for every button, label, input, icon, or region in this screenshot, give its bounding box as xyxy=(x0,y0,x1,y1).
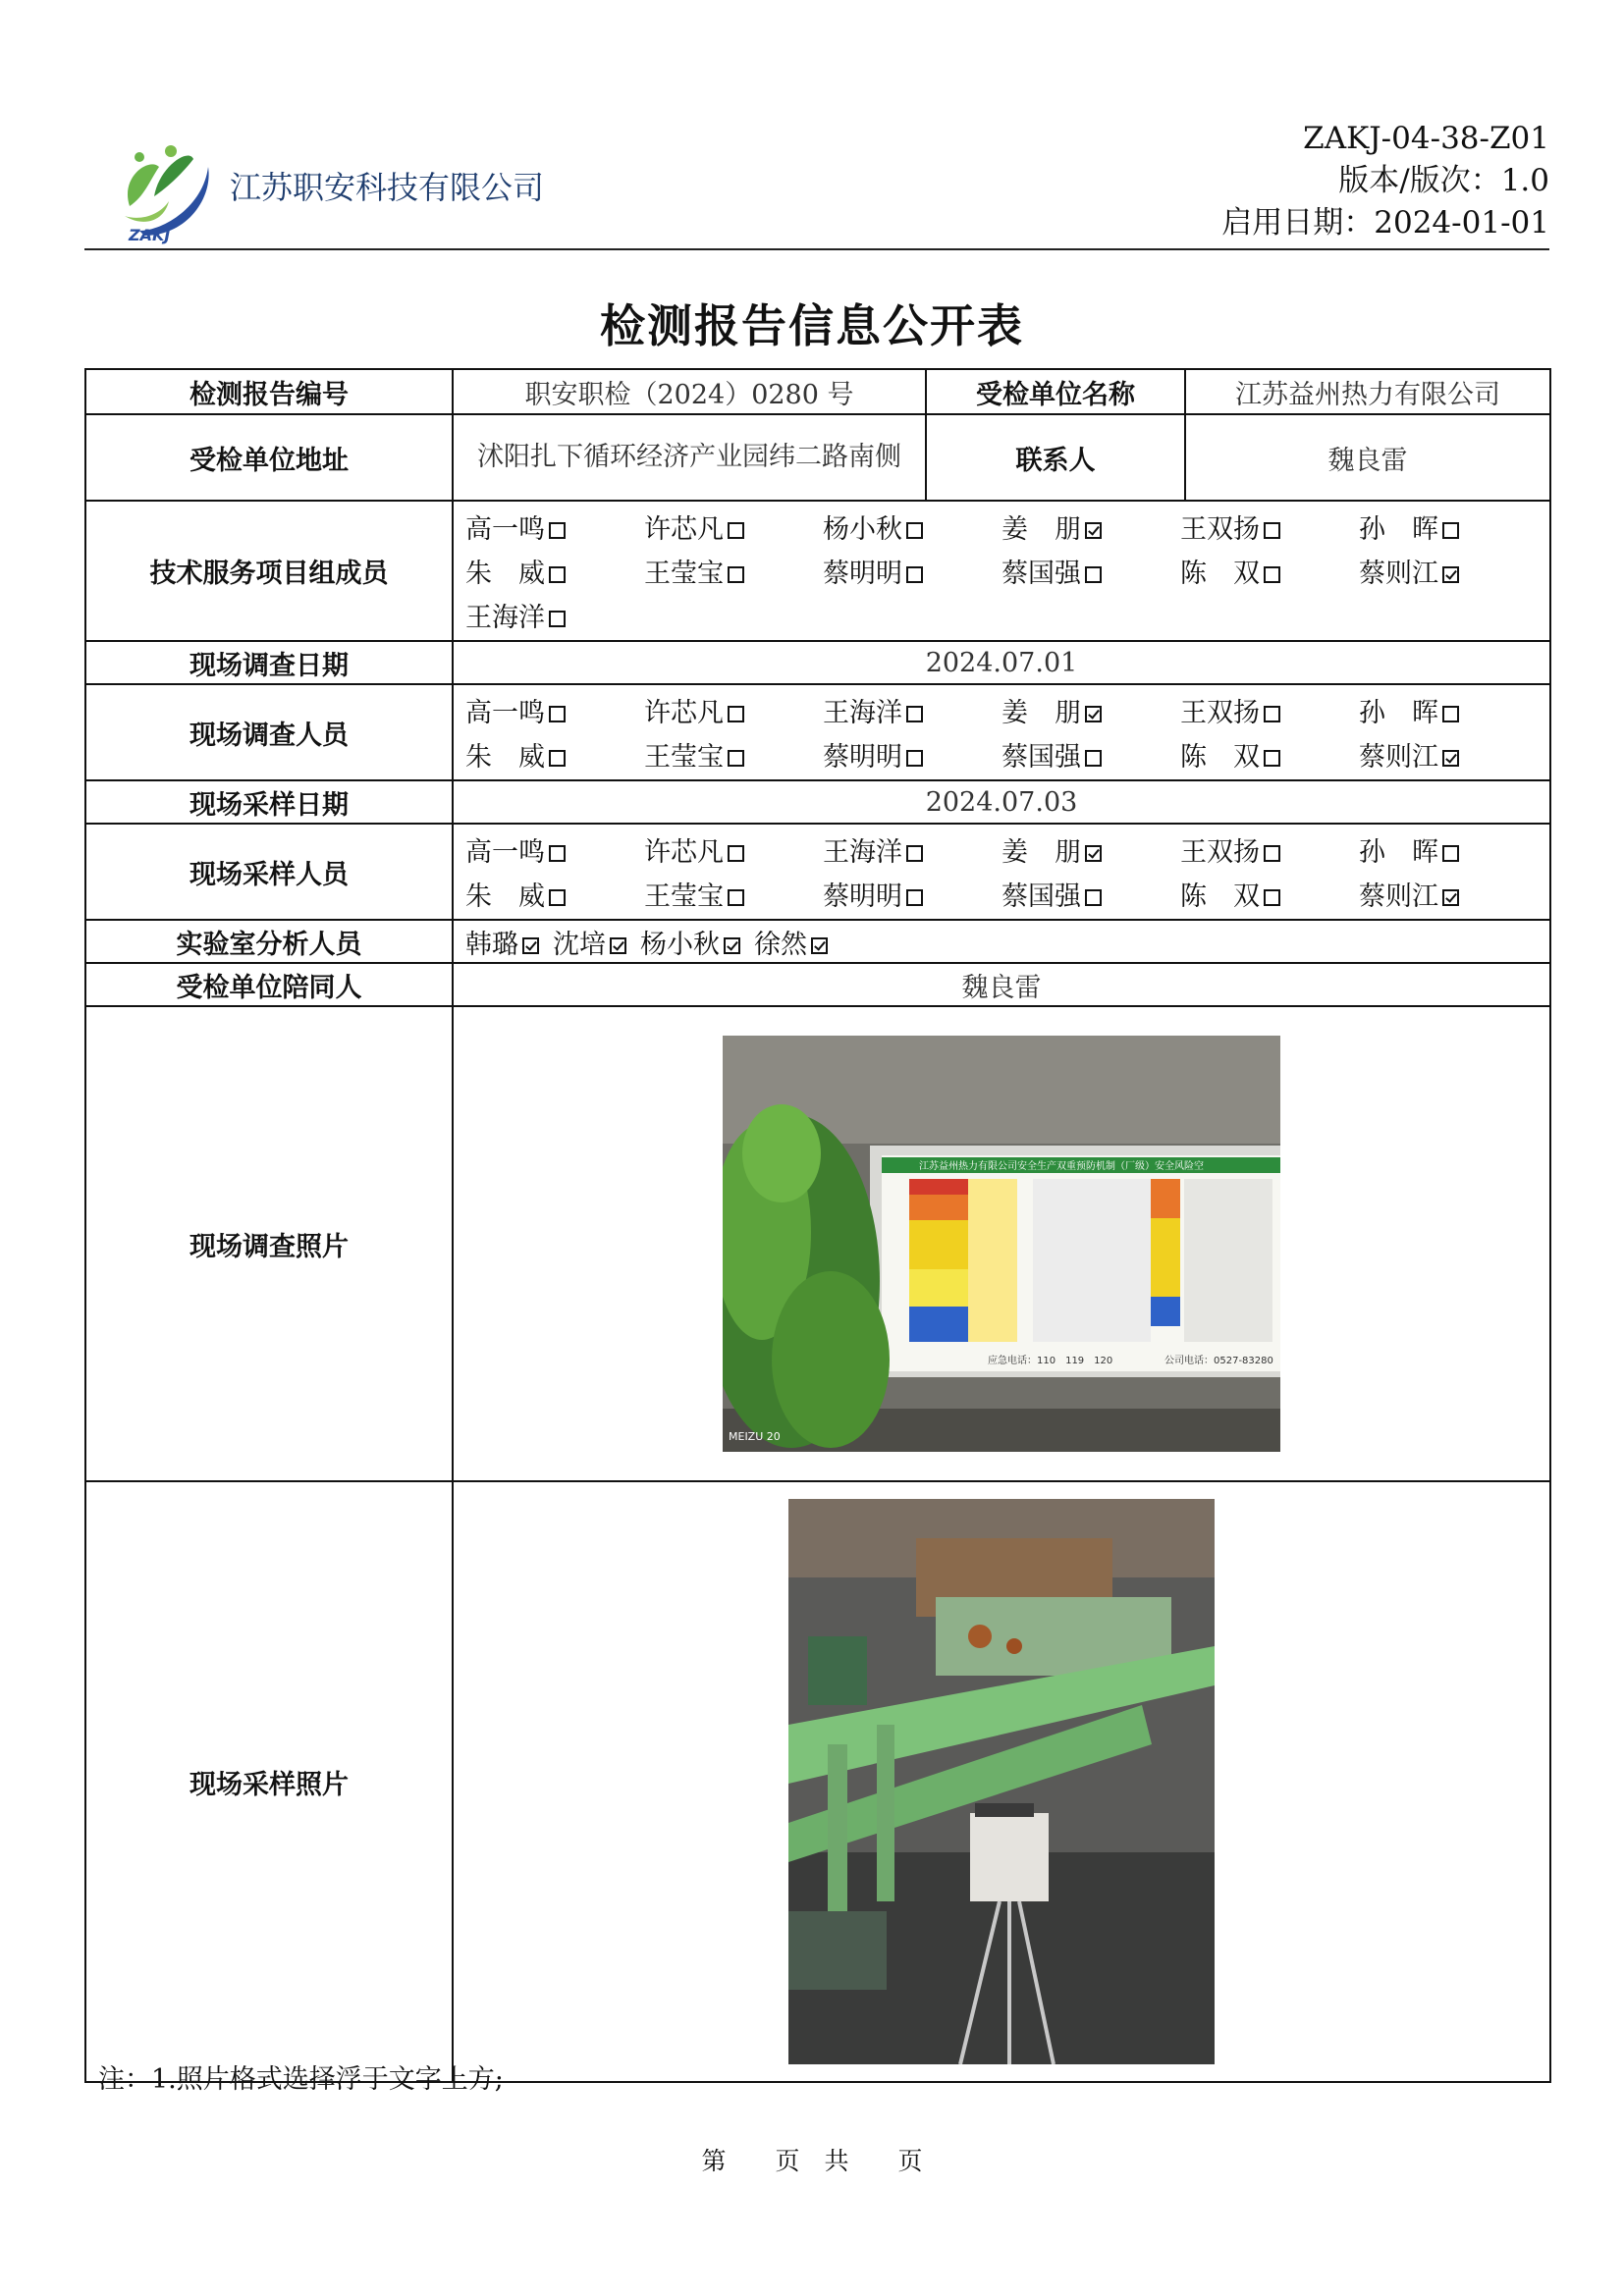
board-emergency: 应急电话：110 119 120 xyxy=(988,1356,1113,1366)
checkbox-icon[interactable] xyxy=(1085,750,1102,767)
checkbox-icon[interactable] xyxy=(1264,522,1280,539)
person-name: 蔡明明 xyxy=(823,559,902,589)
person-name: 许芯凡 xyxy=(644,837,724,868)
page-number: 第 页 共 页 xyxy=(701,2147,923,2175)
person-entry xyxy=(465,930,539,960)
sampling-staff-list xyxy=(465,825,1538,919)
checkbox-icon[interactable] xyxy=(1442,845,1459,862)
table-row xyxy=(85,1481,1550,2082)
person-name: 高一鸣 xyxy=(465,514,545,545)
checkbox-icon[interactable] xyxy=(549,889,566,906)
person-entry xyxy=(465,552,644,590)
contact-value: 魏良雷 xyxy=(1185,414,1550,501)
doc-version: 版本/版次：1.0 xyxy=(1338,163,1549,198)
person-entry xyxy=(754,930,828,960)
sampling-photo-cell xyxy=(453,1481,1550,2082)
person-entry xyxy=(465,875,644,913)
address-label: 受检单位地址 xyxy=(85,414,453,501)
table-row xyxy=(85,963,1550,1006)
person-entry xyxy=(553,930,626,960)
checkbox-icon[interactable] xyxy=(1264,889,1280,906)
person-name: 王双扬 xyxy=(1180,514,1260,545)
document-header xyxy=(84,118,1549,250)
person-name: 蔡国强 xyxy=(1001,559,1081,589)
person-entry xyxy=(1001,507,1180,546)
header-divider xyxy=(84,248,1549,250)
person-name: 韩璐 xyxy=(465,929,518,960)
checkbox-icon[interactable] xyxy=(549,566,566,583)
team-label: 技术服务项目组成员 xyxy=(85,501,453,641)
person-entry xyxy=(644,552,823,590)
lab-staff-list xyxy=(453,920,1550,963)
person-name: 蔡国强 xyxy=(1001,881,1081,912)
person-entry xyxy=(465,830,644,869)
survey-staff-label: 现场调查人员 xyxy=(85,684,453,780)
report-no-label: 检测报告编号 xyxy=(85,369,453,414)
survey-date-value: 2024.07.01 xyxy=(453,641,1550,684)
person-name: 王双扬 xyxy=(1180,837,1260,868)
lab-label: 实验室分析人员 xyxy=(85,920,453,963)
sampling-photo xyxy=(788,1499,1215,2064)
person-name: 王莹宝 xyxy=(644,881,724,912)
person-name: 蔡则江 xyxy=(1359,881,1438,912)
page-title: 检测报告信息公开表 xyxy=(600,299,1024,352)
checked-box-icon[interactable] xyxy=(522,937,539,954)
person-entry xyxy=(823,552,1001,590)
checked-box-icon[interactable] xyxy=(1085,522,1102,539)
footnote: 注：1.照片格式选择浮于文字上方; xyxy=(98,2064,504,2095)
address-value: 沭阳扎下循环经济产业园纬二路南侧 xyxy=(453,414,926,501)
checkbox-icon[interactable] xyxy=(906,706,923,722)
table-row xyxy=(85,920,1550,963)
checkbox-icon[interactable] xyxy=(1442,522,1459,539)
person-name: 姜 朋 xyxy=(1001,698,1081,728)
document-meta xyxy=(1221,118,1549,244)
person-name: 王海洋 xyxy=(465,603,545,633)
person-name: 许芯凡 xyxy=(644,514,724,545)
logo-text: ZAKJ xyxy=(129,226,171,244)
checkbox-icon[interactable] xyxy=(549,522,566,539)
sampling-date-label: 现场采样日期 xyxy=(85,780,453,824)
person-name: 蔡则江 xyxy=(1359,559,1438,589)
person-name: 许芯凡 xyxy=(644,698,724,728)
survey-photo-label: 现场调查照片 xyxy=(85,1006,453,1481)
person-entry xyxy=(644,830,823,869)
checkbox-icon[interactable] xyxy=(728,522,744,539)
person-entry xyxy=(1180,691,1359,729)
person-entry xyxy=(1180,552,1359,590)
checkbox-icon[interactable] xyxy=(728,566,744,583)
person-entry xyxy=(465,507,644,546)
person-entry xyxy=(644,691,823,729)
board-title: 江苏益州热力有限公司安全生产双重预防机制（厂级）安全风险空 xyxy=(919,1161,1204,1172)
checked-box-icon[interactable] xyxy=(1442,750,1459,767)
person-entry xyxy=(1001,735,1180,774)
person-entry xyxy=(465,735,644,774)
escort-label: 受检单位陪同人 xyxy=(85,963,453,1006)
person-name: 王海洋 xyxy=(823,837,902,868)
person-name: 杨小秋 xyxy=(640,929,720,960)
person-entry xyxy=(465,596,644,634)
person-entry xyxy=(823,507,1001,546)
person-entry xyxy=(1180,875,1359,913)
person-name: 姜 朋 xyxy=(1001,837,1081,868)
team-cell xyxy=(453,501,1550,641)
person-entry xyxy=(823,830,1001,869)
contact-label: 联系人 xyxy=(926,414,1185,501)
person-name: 王莹宝 xyxy=(644,742,724,773)
table-row xyxy=(85,369,1550,414)
checkbox-icon[interactable] xyxy=(728,889,744,906)
person-entry xyxy=(644,507,823,546)
person-entry xyxy=(1359,735,1538,774)
checkbox-icon[interactable] xyxy=(728,845,744,862)
checkbox-icon[interactable] xyxy=(1085,566,1102,583)
board-phone: 公司电话：0527-83280 xyxy=(1164,1356,1273,1366)
person-entry xyxy=(823,735,1001,774)
person-name: 陈 双 xyxy=(1180,742,1260,773)
checked-box-icon[interactable] xyxy=(1442,566,1459,583)
table-row xyxy=(85,1006,1550,1481)
person-name: 王莹宝 xyxy=(644,559,724,589)
person-name: 王海洋 xyxy=(823,698,902,728)
checkbox-icon[interactable] xyxy=(1264,706,1280,722)
checkbox-icon[interactable] xyxy=(906,750,923,767)
person-name: 蔡明明 xyxy=(823,742,902,773)
person-entry xyxy=(465,691,644,729)
checked-box-icon[interactable] xyxy=(811,937,828,954)
checked-box-icon[interactable] xyxy=(1085,706,1102,722)
person-entry xyxy=(1001,830,1180,869)
sampling-staff-label: 现场采样人员 xyxy=(85,824,453,920)
person-name: 朱 威 xyxy=(465,881,545,912)
checkbox-icon[interactable] xyxy=(906,522,923,539)
person-entry xyxy=(1359,552,1538,590)
checkbox-icon[interactable] xyxy=(906,845,923,862)
table-row xyxy=(85,684,1550,780)
checked-box-icon[interactable] xyxy=(724,937,740,954)
info-table xyxy=(84,368,1551,2083)
person-name: 陈 双 xyxy=(1180,559,1260,589)
person-name: 蔡国强 xyxy=(1001,742,1081,773)
person-name: 孙 晖 xyxy=(1359,698,1438,728)
table-row xyxy=(85,824,1550,920)
person-name: 朱 威 xyxy=(465,742,545,773)
effective-date: 启用日期：2024-01-01 xyxy=(1221,205,1549,240)
person-name: 沈培 xyxy=(553,929,606,960)
person-entry xyxy=(1359,691,1538,729)
person-entry xyxy=(1001,552,1180,590)
person-entry xyxy=(1180,735,1359,774)
checked-box-icon[interactable] xyxy=(1085,845,1102,862)
person-name: 蔡则江 xyxy=(1359,742,1438,773)
person-entry xyxy=(1359,507,1538,546)
table-row xyxy=(85,501,1550,641)
person-entry xyxy=(644,875,823,913)
survey-photo xyxy=(723,1036,1280,1452)
person-entry xyxy=(1180,507,1359,546)
survey-photo-cell xyxy=(453,1006,1550,1481)
person-name: 姜 朋 xyxy=(1001,514,1081,545)
person-name: 高一鸣 xyxy=(465,698,545,728)
person-entry xyxy=(1180,830,1359,869)
person-entry xyxy=(644,735,823,774)
person-entry xyxy=(640,930,740,960)
table-row xyxy=(85,414,1550,501)
checked-box-icon[interactable] xyxy=(610,937,626,954)
person-name: 徐然 xyxy=(754,929,807,960)
escort-value: 魏良雷 xyxy=(453,963,1550,1006)
survey-staff-cell xyxy=(453,684,1550,780)
person-name: 陈 双 xyxy=(1180,881,1260,912)
person-name: 高一鸣 xyxy=(465,837,545,868)
person-name: 朱 威 xyxy=(465,559,545,589)
person-entry xyxy=(1001,875,1180,913)
report-no-value: 职安职检（2024）0280 号 xyxy=(453,369,926,414)
checkbox-icon[interactable] xyxy=(549,750,566,767)
sampling-staff-cell xyxy=(453,824,1550,920)
sampling-date-value: 2024.07.03 xyxy=(453,780,1550,824)
checkbox-icon[interactable] xyxy=(1264,750,1280,767)
photo-watermark: MEIZU 20 xyxy=(729,1430,781,1443)
checked-box-icon[interactable] xyxy=(1442,889,1459,906)
table-row xyxy=(85,641,1550,684)
checkbox-icon[interactable] xyxy=(1264,845,1280,862)
checkbox-icon[interactable] xyxy=(728,750,744,767)
person-name: 孙 晖 xyxy=(1359,837,1438,868)
checkbox-icon[interactable] xyxy=(728,706,744,722)
checkbox-icon[interactable] xyxy=(1264,566,1280,583)
person-entry xyxy=(823,875,1001,913)
person-name: 王双扬 xyxy=(1180,698,1260,728)
checkbox-icon[interactable] xyxy=(549,706,566,722)
team-list xyxy=(465,502,1538,640)
checkbox-icon[interactable] xyxy=(549,611,566,627)
person-name: 孙 晖 xyxy=(1359,514,1438,545)
table-row xyxy=(85,780,1550,824)
survey-date-label: 现场调查日期 xyxy=(85,641,453,684)
person-entry xyxy=(1359,875,1538,913)
checkbox-icon[interactable] xyxy=(906,566,923,583)
person-entry xyxy=(1359,830,1538,869)
person-name: 蔡明明 xyxy=(823,881,902,912)
person-entry xyxy=(1001,691,1180,729)
checkbox-icon[interactable] xyxy=(1085,889,1102,906)
company-name: 江苏职安科技有限公司 xyxy=(230,169,545,206)
checkbox-icon[interactable] xyxy=(1442,706,1459,722)
checkbox-icon[interactable] xyxy=(549,845,566,862)
sampling-photo-label: 现场采样照片 xyxy=(85,1481,453,2082)
unit-name-value: 江苏益州热力有限公司 xyxy=(1185,369,1550,414)
survey-staff-list xyxy=(465,685,1538,779)
person-name: 杨小秋 xyxy=(823,514,902,545)
person-entry xyxy=(823,691,1001,729)
unit-name-label: 受检单位名称 xyxy=(926,369,1185,414)
doc-code: ZAKJ-04-38-Z01 xyxy=(1303,121,1549,156)
checkbox-icon[interactable] xyxy=(906,889,923,906)
